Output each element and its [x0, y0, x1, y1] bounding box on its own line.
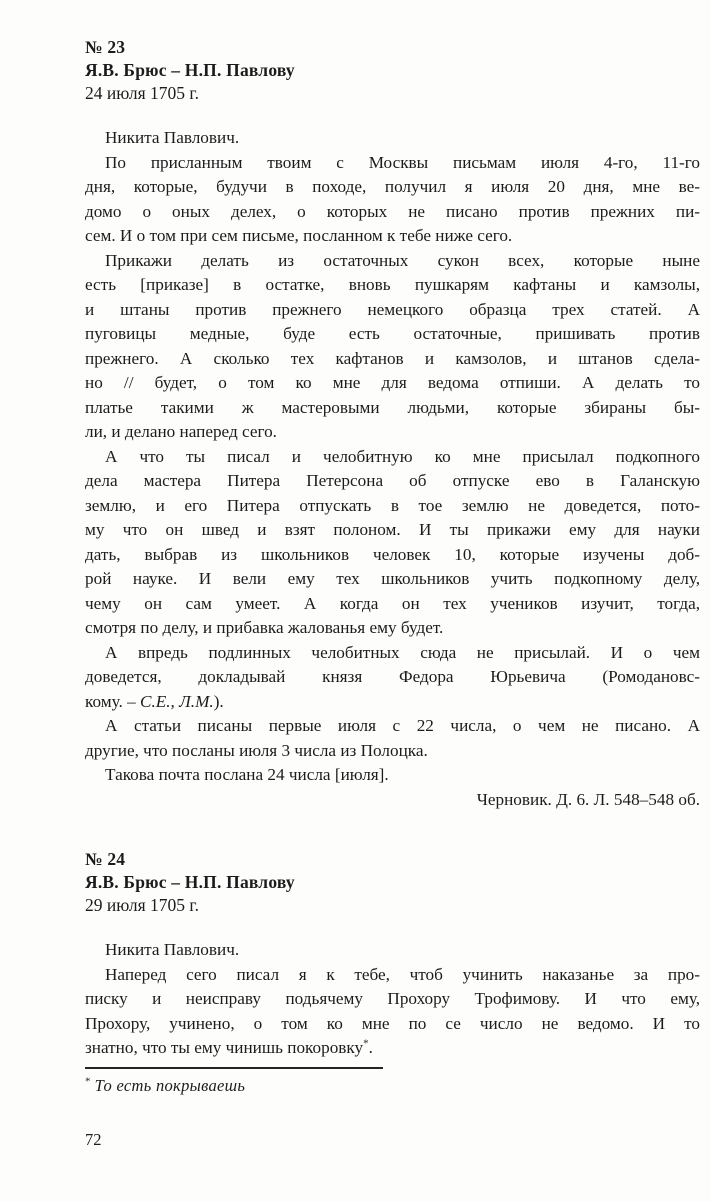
salutation-line: Никита Павлович.	[105, 128, 240, 147]
paragraph	[85, 963, 700, 1061]
footnote-text: То есть покрываешь	[94, 1075, 246, 1095]
text-line: му что он швед и взят полоном. И ты прикажи ему для науки	[85, 520, 700, 539]
text-line: прежнего. А сколько тех кафтанов и камзолов, и штанов сдела-	[85, 348, 700, 368]
text-line: дела мастера Питера Петерсона об отпуске ево в Галанскую	[85, 471, 700, 490]
text-line: домо о оных делех, о которых не писано против прежних пи-	[85, 201, 700, 221]
text-segment: знатно, что ты ему чинишь покоровку	[85, 1038, 364, 1057]
footnote-reference-marker: *	[363, 1037, 369, 1050]
text-segment: кому. –	[85, 691, 140, 711]
footnote	[85, 1074, 700, 1098]
text-segment: .	[368, 1038, 373, 1057]
text-line: и штаны против прежнего немецкого образца трех статей. А	[85, 299, 700, 319]
text-line: доведется, докладывай князя Федора Юрьевича (Ромодановс-	[85, 667, 700, 686]
letter-number: № 24	[85, 849, 126, 869]
letter-23-section	[85, 36, 700, 812]
text-line: ли, и делано наперед сего.	[85, 422, 277, 441]
text-line: А впредь подлинных челобитных сюда не присылай. И о чем	[105, 642, 700, 662]
text-line: Прохору, учинено, о том ко мне по се число не ведомо. И то	[85, 1013, 700, 1033]
text-line: другие, что посланы июля 3 числа из Полоцка.	[85, 740, 428, 760]
footnote-separator	[85, 1067, 383, 1069]
paragraph	[85, 249, 700, 445]
text-line: чему он сам умеет. А когда он тех учеников изучит, тогда,	[85, 593, 700, 613]
letter-number: № 23	[85, 37, 126, 57]
text-segment: ).	[213, 691, 224, 711]
letter-body	[85, 938, 700, 1061]
text-line: смотря по делу, и прибавка жалованья ему будет.	[85, 618, 444, 637]
letter-author-line: Я.В. Брюс – Н.П. Павлову	[85, 872, 295, 892]
letter-author-line: Я.В. Брюс – Н.П. Павлову	[85, 60, 295, 80]
text-line: пуговицы медные, буде есть остаточные, пришивать против	[85, 324, 700, 343]
paragraph	[85, 714, 700, 763]
salutation-line: Никита Павлович.	[105, 940, 240, 959]
text-line: По присланным твоим с Москвы письмам июля 4-го, 11-го	[105, 152, 700, 172]
text-line: Наперед сего писал я к тебе, чтоб учинить наказанье за про-	[105, 964, 700, 984]
text-line	[85, 1036, 700, 1061]
letter-date: 24 июля 1705 г.	[85, 83, 199, 103]
text-line: но // будет, о том ко мне для ведома отпиши. А делать то	[85, 373, 700, 392]
text-line: землю, и его Питера отпускать в тое землю не доведется, пото-	[85, 495, 700, 515]
text-line: дать, выбрав из школьников человек 10, которые изучены доб-	[85, 544, 700, 564]
paragraph	[85, 641, 700, 715]
text-line: есть [приказе] в остатке, вновь пушкарям кафтаны и камзолы,	[85, 275, 700, 294]
text-line: дня, которые, будучи в походе, получил я июля 20 дня, мне ве-	[85, 177, 700, 196]
text-line: платье такими ж мастеровыми людьми, которые збираны бы-	[85, 397, 700, 417]
paragraph	[85, 763, 700, 788]
text-line	[85, 690, 700, 715]
page-column	[85, 36, 700, 1150]
letter-body	[85, 126, 700, 812]
text-line: А статьи писаны первые июля с 22 числа, о чем не писано. А	[105, 716, 700, 735]
paragraph	[85, 445, 700, 641]
text-line: писку и неисправу подьячему Прохору Трофимову. И что ему,	[85, 989, 700, 1008]
letter-date: 29 июля 1705 г.	[85, 895, 199, 915]
footnote-marker: *	[85, 1075, 91, 1087]
text-line: А что ты писал и челобитную ко мне присылал подкопного	[105, 446, 700, 466]
letter-24-section	[85, 848, 700, 1061]
page-number: 72	[85, 1129, 102, 1149]
text-line: Прикажи делать из остаточных сукон всех, которые ныне	[105, 250, 700, 270]
archive-reference: Черновик. Д. 6. Л. 548–548 об.	[476, 789, 700, 809]
text-line: рой науке. И вели ему тех школьников учить подкопному делу,	[85, 569, 700, 588]
paragraph	[85, 151, 700, 249]
text-line: сем. И о том при сем письме, посланном к тебе ниже сего.	[85, 226, 513, 245]
editors-initials: С.Е., Л.М.	[139, 691, 214, 711]
text-line: Такова почта послана 24 числа [июля].	[105, 765, 389, 784]
